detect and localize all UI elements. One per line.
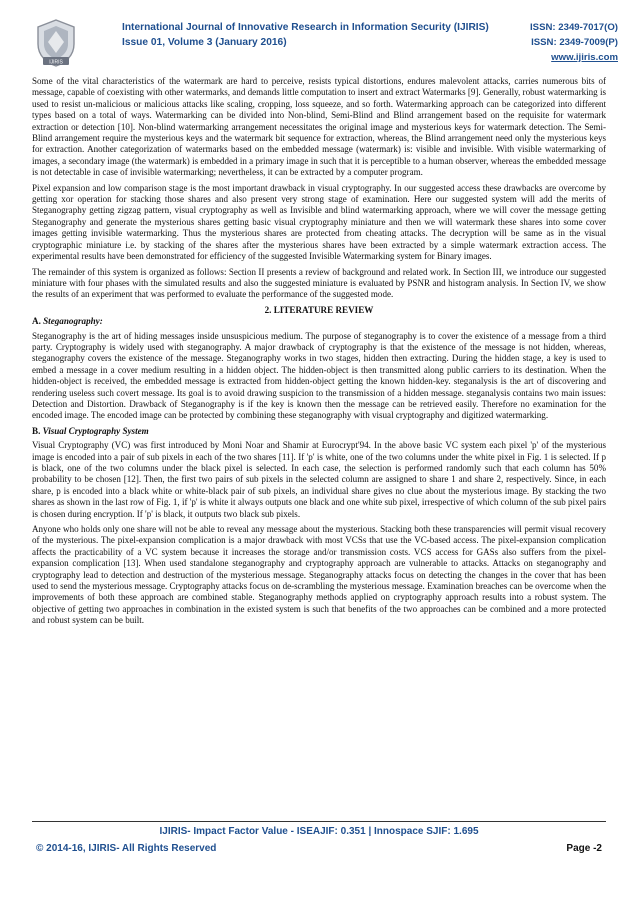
journal-header [30, 15, 618, 77]
paragraph-share-stacking: Anyone who holds only one share will not be able to reveal any message about the mysterious. Stacking both these transparencies will permit visual recovery of the mysterious. The pixel-expansion complication is a major drawback with most VCSs that use the VC-based access. The pixel-expansion complication affects the practicability of a VC system because it increases the storage and/or transmission costs. VCS access for GASs also suffers from the pixel-expansion complication [13]. When used standalone steganography and cryptography approach are vulnerable to attacks. Attacks on steganography and cryptography lead to detection and destruction of the mysterious message. Steganography attacks focus on detecting the changes in the cover that has been used to send the mysterious message. Cryptography attacks focus on de-scrambling the mysterious message. Examination breaches can be overcome when the improvements of both these approach are combined stable. Steganography methods applied on cryptography approach results into a robust system. The objective of getting two approaches in combination in the existed system is such that benefits of the two approaches can be combined and a more protected and robust system can be built. [32, 524, 606, 626]
journal-title: International Journal of Innovative Research in Information Security (IJIRIS) [122, 22, 489, 33]
section-heading-literature-review: 2. LITERATURE REVIEW [264, 304, 374, 315]
footer-copyright: © 2014-16, IJIRIS- All Rights Reserved [36, 843, 217, 854]
paragraph-watermark-characteristics: Some of the vital characteristics of the watermark are hard to perceive, resists typical distortions, endures malevolent attacks, carries numerous bits of message, capable of coexisting with other watermarks, and demands little computation to insert and extract Watermarks [9]. Generally, robust watermarking is used to resist un-malicious or malicious attacks like scaling, cropping, loss squeeze, and so forth. Watermarking approach can be categorized into different types based on a total of ways. Watermarking can be divided into Non-blind, Semi-Blind and Blind arrangement based on the requisite for watermark extraction or detection [10]. Non-blind watermarking arrangement necessitates the original image and mysterious keys for watermark detection. The Semi-Blind arrangement require the mysterious keys and the watermark bit sequence for extraction, whereas, the Blind arrangement need only the mysterious keys for extraction. Another categorization of watermarks based on the embedded message (watermark) is: visible and invisible. With visible watermarking of images, a secondary image (the watermark) is embedded in a primary image in such that it is perceptible to a human observer, whereas the embedded message is not detectable in case of invisible watermarking; nevertheless, it can be extracted by a computer program. [32, 76, 606, 178]
paragraph-steganography: Steganography is the art of hiding messages inside unsuspicious medium. The purpose of steganography is to cover the existence of a message from a third party. Cryptography is widely used with steganography. A major drawback of cryptography is that the existence of the message is not hidden, whereas, steganography covers the existence of the message. Steganography works in two stages, hidden then extracting. During the hidden stage, a key is used to embed a message in a cover medium resulting in a hidden object. The hidden-object is then transmitted along public carriers to its destination. When the hidden-object is received, the embedded message is extracted from hidden-object getting the known hidden-key. steganalysis is the art of discovering and rendering useless such covert message. Its goal is to avoid drawing suspicion to the transmission of a hidden message. steganalysis contains two main issues: Detection and Distortion. Drawback of Steganography is if the key is known then the message can be retrieved easily. Therefore no examination for the encoded image. The encoded image can be protected by combining these steganography with visual cryptography and digitized watermarking. [32, 330, 606, 421]
paragraph-pixel-expansion: Pixel expansion and low comparison stage is the most important drawback in visual cryptography. In our suggested access these drawbacks are overcome by getting xor operation for stacking those shares and also present very strong stage of examination. Here our suggested system will add the merits of Steganography getting zigzag pattern, visual cryptography as well as Invisible and blind watermarking approach, where we will cover the message getting Steganography and generate the mysterious shares getting basic visual cryptography miniature and then we will watermark these shares into some cover images getting invisible watermarking. Thus the mysterious shares are protected from cheating attacks. The decryption will be same as in the visual cryptographic miniature i.e. by stacking of the shares after the mysterious shares have been extracted by a simple watermark extraction access. The experimental results have been demonstrated for efficiency of the suggested Invisible Watermarking system for Binary images. [32, 182, 606, 262]
paragraph-organization: The remainder of this system is organized as follows: Section II presents a review of background and related work. In Section III, we introduce our suggested miniature with four phases with the simulated results and also the suggested miniature is evaluated by PSNR and histogram analysis. In Section IV, we show the results of an experiment that was performed to evaluate the performance of the suggested mode. [32, 266, 606, 300]
article-body [32, 76, 606, 631]
issn-online: ISSN: 2349-7017(O) [530, 22, 618, 33]
journal-logo [34, 18, 78, 68]
svg-text:IJIRIS: IJIRIS [49, 59, 63, 66]
subsection-title: Steganography: [43, 316, 103, 327]
footer-impact-factor: IJIRIS- Impact Factor Value - ISEAJIF: 0.351 | Innospace SJIF: 1.695 [159, 826, 479, 837]
subsection-prefix: B. [32, 425, 43, 436]
issn-print: ISSN: 2349-7009(P) [531, 37, 618, 48]
footer-divider [32, 821, 606, 822]
paragraph-visual-cryptography: Visual Cryptography (VC) was first introduced by Moni Noar and Shamir at Eurocrypt'94. In the above basic VC system each pixel 'p' of the mysterious image is encoded into a pair of sub pixels in each of the two shares [11]. If 'p' is white, one of the two columns under the white pixel in Fig. 1 is selected. If p is black, one of the two columns under the black pixel is selected. In each case, the selection is performed randomly such that each column has 50% probability to be chosen [12]. Then, the first two pairs of sub pixels in the selected column are assigned to share 1 and share 2, respectively. Since, in each share, p is encoded into a black white or white-black pair of sub pixels, an individual share gives no clue about the mysterious image. By stacking the two shares as shown in the last row of Fig. 1, if 'p' is white it always outputs one black and one white sub pixel, irrespective of which column of the sub pixel pairs is chosen during encryption. If 'p' is black, it outputs two black sub pixels. [32, 440, 606, 519]
footer-page-number: Page -2 [566, 843, 602, 854]
subsection-prefix: A. [32, 316, 44, 327]
journal-issue: Issue 01, Volume 3 (January 2016) [122, 37, 287, 48]
subsection-heading-steganography [32, 316, 606, 327]
journal-url-link[interactable]: www.ijiris.com [551, 52, 618, 63]
subsection-title: Visual Cryptography System [42, 425, 149, 436]
subsection-heading-visual-cryptography [32, 426, 606, 437]
